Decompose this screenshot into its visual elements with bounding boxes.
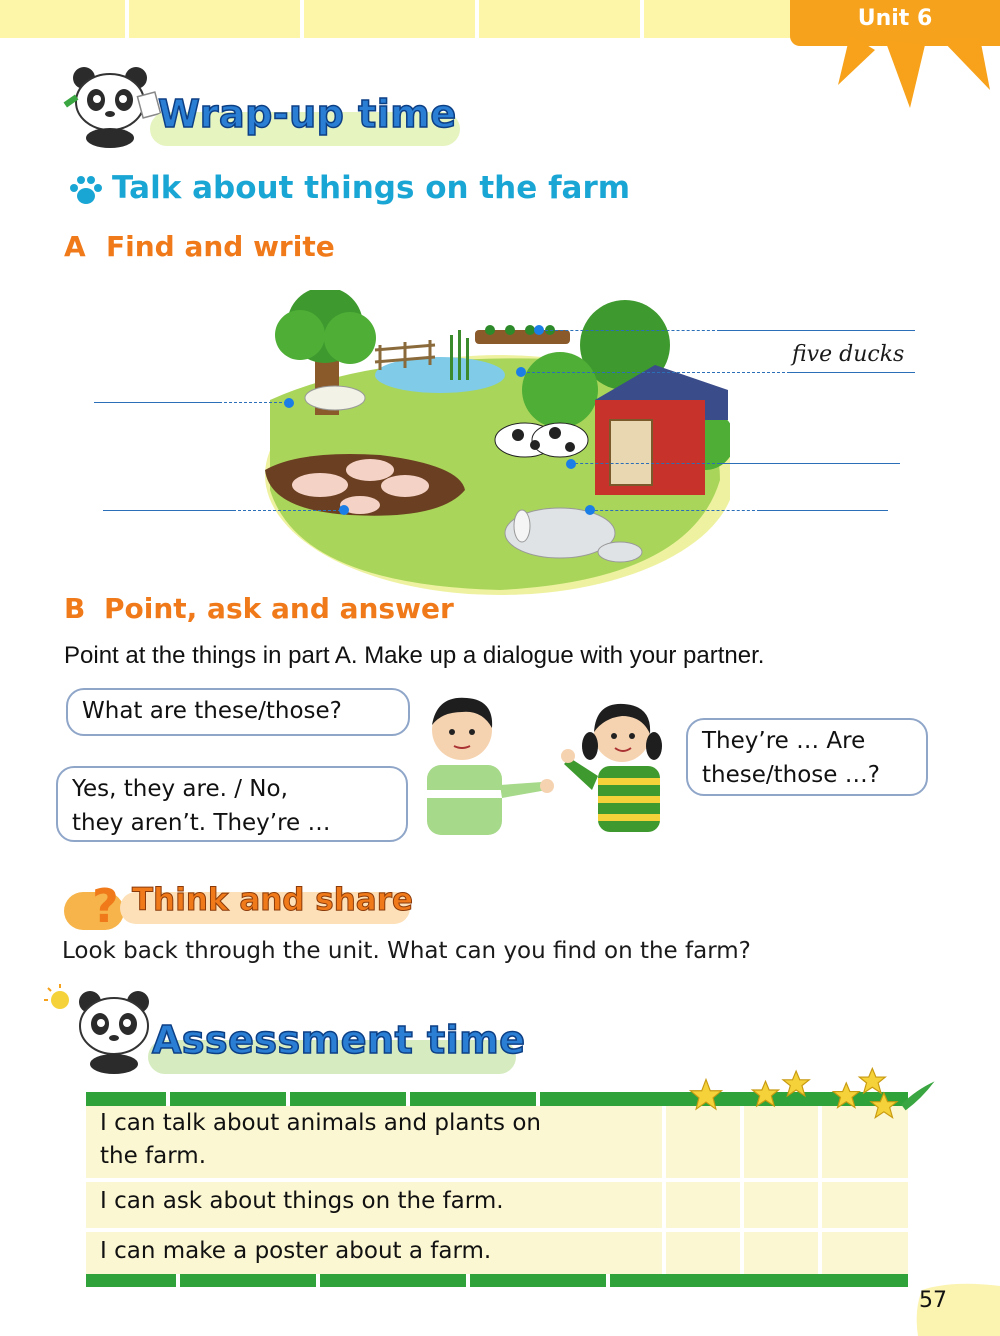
pointer-dot <box>534 325 544 335</box>
example-answer: five ducks <box>792 342 905 367</box>
section-a-title: Find and write <box>106 230 335 263</box>
section-a-letter: A <box>64 230 86 263</box>
svg-text:?: ? <box>92 879 119 932</box>
think-share-question: Look back through the unit. What can you find on the farm? <box>62 938 751 964</box>
answer-line[interactable] <box>760 510 888 511</box>
reeds-icon <box>450 330 469 380</box>
paw-icon <box>68 174 104 206</box>
answer-line[interactable] <box>720 463 900 464</box>
pointer-dot <box>339 505 349 515</box>
topic-heading: Talk about things on the farm <box>112 170 631 206</box>
speech-bubble-answer <box>56 766 408 842</box>
section-b-instruction: Point at the things in part A. Make up a dialogue with your partner. <box>64 642 765 669</box>
answer-line[interactable] <box>103 510 233 511</box>
section-b-title: Point, ask and answer <box>104 592 454 625</box>
answer-line[interactable] <box>94 402 219 403</box>
answer-line[interactable] <box>720 330 915 331</box>
assessment-row-1-line2: the farm. <box>100 1143 207 1169</box>
pointer-dot <box>284 398 294 408</box>
speech-bubble-girl <box>686 718 928 796</box>
sun-burst-icon <box>830 30 1000 110</box>
panda-mascot-icon <box>62 64 162 148</box>
panda-lightbulb-icon <box>40 982 155 1074</box>
assessment-row-1 <box>100 1107 541 1173</box>
bubble-answer-line1: Yes, they are. / No, <box>72 776 288 802</box>
bubble-question-text: What are these/those? <box>82 698 342 724</box>
page-number: 57 <box>919 1288 947 1313</box>
assessment-title: Assessment time <box>152 1018 526 1062</box>
bubble-girl-line2: these/those …? <box>702 762 880 788</box>
bubble-answer-line2: they aren’t. They’re … <box>72 810 331 836</box>
wrap-up-title: Wrap-up time <box>158 92 457 136</box>
pointer-dot <box>516 367 526 377</box>
think-share-title: Think and share <box>132 882 414 918</box>
section-b-letter: B <box>64 592 86 625</box>
bubble-girl-line1: They’re … Are <box>702 728 866 754</box>
assessment-row-3: I can make a poster about a farm. <box>100 1238 492 1264</box>
unit-label: Unit 6 <box>857 6 933 31</box>
speech-bubble-question <box>66 688 410 736</box>
one-star-icon <box>688 1078 724 1112</box>
pointer-dot <box>566 459 576 469</box>
assessment-row-2: I can ask about things on the farm. <box>100 1188 504 1214</box>
assessment-row-1-line1: I can talk about animals and plants on <box>100 1110 541 1136</box>
farm-illustration <box>260 290 730 595</box>
two-stars-icon <box>748 1068 818 1112</box>
girl-character-icon <box>560 696 680 836</box>
pointer-dot <box>585 505 595 515</box>
answer-line[interactable] <box>790 372 915 373</box>
three-stars-icon <box>826 1064 936 1122</box>
boy-character-icon <box>412 690 557 840</box>
